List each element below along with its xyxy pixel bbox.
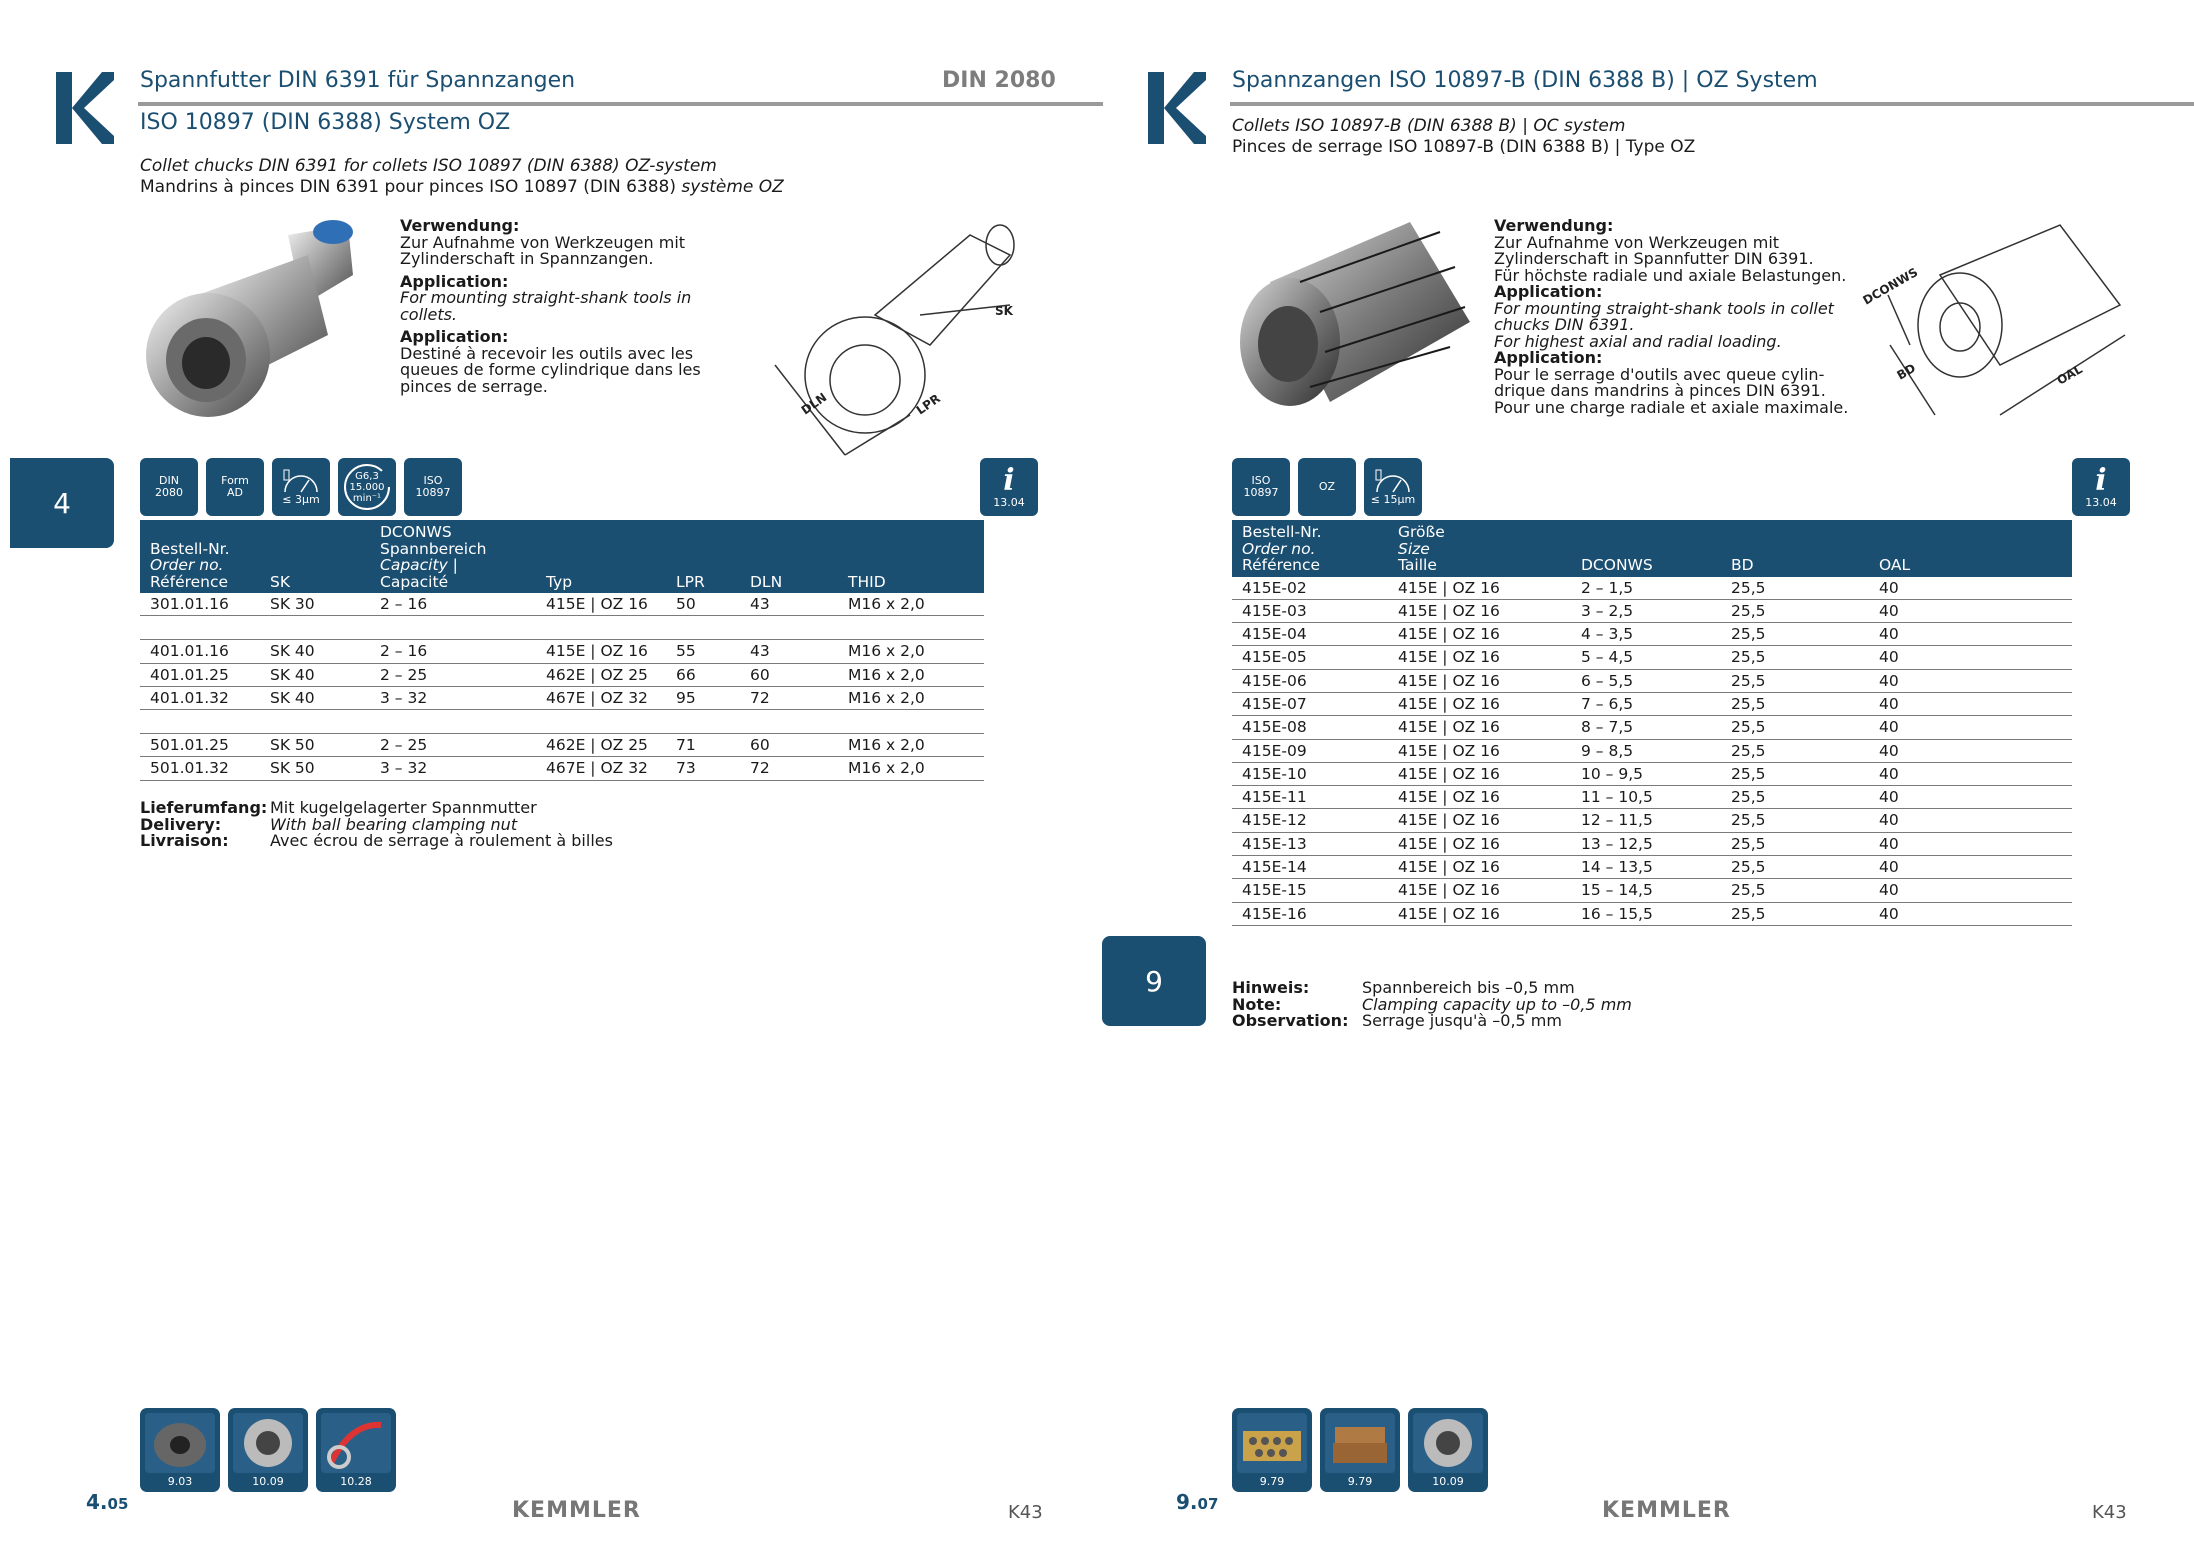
- table-cell: [140, 616, 260, 640]
- badge-balance: G6,3 15.000 min⁻¹: [338, 458, 396, 516]
- din-tag: DIN 2080: [942, 68, 1056, 93]
- col-dln: DLN: [740, 520, 838, 593]
- table-cell: M16 x 2,0: [838, 663, 984, 686]
- title-rule: [1230, 102, 2194, 106]
- table-cell: 415E-15: [1232, 879, 1388, 902]
- table-cell: M16 x 2,0: [838, 593, 984, 616]
- description-block: [140, 156, 784, 198]
- table-cell: 415E | OZ 16: [1388, 577, 1571, 600]
- table-cell: 415E-02: [1232, 577, 1388, 600]
- table-cell: 415E-10: [1232, 762, 1388, 785]
- table-cell: 415E | OZ 16: [1388, 669, 1571, 692]
- thumb-wrench[interactable]: 10.28: [316, 1408, 396, 1492]
- col-lpr: LPR: [666, 520, 740, 593]
- table-cell: 462E | OZ 25: [536, 734, 666, 757]
- table-cell: SK 40: [260, 686, 370, 709]
- table-cell: SK 50: [260, 734, 370, 757]
- collet-set-thumb-icon: [1237, 1413, 1307, 1473]
- table-cell: [370, 710, 536, 734]
- table-body: [140, 593, 984, 780]
- table-row: [1232, 577, 2072, 600]
- dial-gauge-icon: [1373, 468, 1413, 494]
- table-cell: 40: [1869, 716, 2072, 739]
- note-block: Hinweis: Spannbereich bis –0,5 mm Note: Clamping capacity up to –0,5 mm Observation: Serrage jusqu'à –0,5 mm: [1232, 978, 1632, 1030]
- table-row: [1232, 669, 2072, 692]
- table-cell: 467E | OZ 32: [536, 757, 666, 780]
- page-subtitle: ISO 10897 (DIN 6388) System OZ: [140, 110, 511, 135]
- table-cell: 25,5: [1721, 902, 1869, 925]
- table-cell: 15 – 14,5: [1571, 879, 1721, 902]
- collet-chuck-photo: [138, 215, 370, 430]
- collet-photo: [1230, 212, 1480, 432]
- thumb-wooden-box[interactable]: 9.79: [1320, 1408, 1400, 1492]
- table-cell: 415E | OZ 16: [1388, 902, 1571, 925]
- table-cell: 415E-05: [1232, 646, 1388, 669]
- table-cell: 25,5: [1721, 832, 1869, 855]
- table-cell: 25,5: [1721, 809, 1869, 832]
- nut-thumb-icon: [233, 1413, 303, 1473]
- table-cell: 401.01.25: [140, 663, 260, 686]
- table-cell: 415E-09: [1232, 739, 1388, 762]
- table-row: [140, 640, 984, 663]
- table-cell: 73: [666, 757, 740, 780]
- table-cell: 40: [1869, 809, 2072, 832]
- table-cell: 60: [740, 734, 838, 757]
- table-cell: [740, 616, 838, 640]
- page-number-right: 9.07: [1176, 1490, 1219, 1514]
- table-cell: 415E | OZ 16: [1388, 786, 1571, 809]
- page-number-left: 4.05: [86, 1490, 129, 1514]
- col-bd: BD: [1721, 520, 1869, 577]
- table-cell: 2 – 1,5: [1571, 577, 1721, 600]
- table-cell: 6 – 5,5: [1571, 669, 1721, 692]
- collet-thumb-icon: [145, 1413, 215, 1473]
- info-badge[interactable]: i 13.04: [2072, 458, 2130, 516]
- table-cell: 415E-14: [1232, 856, 1388, 879]
- table-cell: 3 – 2,5: [1571, 599, 1721, 622]
- table-cell: 40: [1869, 902, 2072, 925]
- table-cell: [370, 616, 536, 640]
- table-cell: 25,5: [1721, 879, 1869, 902]
- catalog-code-left: K43: [1008, 1502, 1043, 1523]
- table-cell: M16 x 2,0: [838, 640, 984, 663]
- table-cell: 415E | OZ 16: [1388, 692, 1571, 715]
- table-cell: 43: [740, 593, 838, 616]
- table-cell: 50: [666, 593, 740, 616]
- table-cell: 2 – 25: [370, 734, 536, 757]
- title-rule: [138, 102, 1103, 106]
- col-sk: SK: [260, 520, 370, 593]
- table-cell: [260, 616, 370, 640]
- table-row: [140, 593, 984, 616]
- table-cell: 25,5: [1721, 599, 1869, 622]
- badge-runout: ≤ 15µm: [1364, 458, 1422, 516]
- table-cell: 25,5: [1721, 716, 1869, 739]
- table-row: [140, 757, 984, 780]
- table-cell: M16 x 2,0: [838, 757, 984, 780]
- table-cell: 415E | OZ 16: [1388, 809, 1571, 832]
- table-cell: [140, 710, 260, 734]
- table-row: [1232, 879, 2072, 902]
- table-cell: 301.01.16: [140, 593, 260, 616]
- table-cell: 415E | OZ 16: [1388, 856, 1571, 879]
- col-order-no: Bestell-Nr. Order no. Référence: [1232, 520, 1388, 577]
- badge-din-2080: DIN 2080: [140, 458, 198, 516]
- rotation-icon: [341, 461, 393, 513]
- table-cell: 40: [1869, 577, 2072, 600]
- table-cell: 40: [1869, 762, 2072, 785]
- table-cell: SK 40: [260, 640, 370, 663]
- info-icon: i: [1003, 462, 1015, 498]
- description-en: Collet chucks DIN 6391 for collets ISO 10897 (DIN 6388) OZ-system: [140, 156, 717, 176]
- table-cell: 415E-04: [1232, 623, 1388, 646]
- table-cell: 8 – 7,5: [1571, 716, 1721, 739]
- info-badge[interactable]: i 13.04: [980, 458, 1038, 516]
- nut-thumb-icon: [1413, 1413, 1483, 1473]
- table-cell: [260, 710, 370, 734]
- table-cell: 25,5: [1721, 692, 1869, 715]
- subtitle-block: Collets ISO 10897-B (DIN 6388 B) | OC system Pinces de serrage ISO 10897-B (DIN 6388 B) | Type OZ: [1232, 116, 1696, 157]
- table-cell: 415E | OZ 16: [1388, 739, 1571, 762]
- table-cell: [536, 710, 666, 734]
- table-cell: 415E | OZ 16: [1388, 623, 1571, 646]
- table-cell: 467E | OZ 32: [536, 686, 666, 709]
- badge-iso-10897: ISO 10897: [404, 458, 462, 516]
- table-cell: 16 – 15,5: [1571, 902, 1721, 925]
- table-cell: 415E | OZ 16: [536, 640, 666, 663]
- col-order-no: Bestell-Nr. Order no. Référence: [140, 520, 260, 593]
- table-cell: 3 – 32: [370, 757, 536, 780]
- wrench-thumb-icon: [321, 1413, 391, 1473]
- table-cell: 415E-16: [1232, 902, 1388, 925]
- table-cell: 11 – 10,5: [1571, 786, 1721, 809]
- table-cell: M16 x 2,0: [838, 734, 984, 757]
- table-cell: 415E-13: [1232, 832, 1388, 855]
- table-cell: 415E | OZ 16: [1388, 599, 1571, 622]
- table-cell: 40: [1869, 669, 2072, 692]
- collet-drawing: [1860, 215, 2140, 435]
- table-row: [140, 710, 984, 734]
- brand-right: KEMMLER: [1602, 1498, 1731, 1523]
- thumb-clamping-nut[interactable]: 10.09: [1408, 1408, 1488, 1492]
- table-cell: 95: [666, 686, 740, 709]
- table-cell: 3 – 32: [370, 686, 536, 709]
- table-cell: 501.01.25: [140, 734, 260, 757]
- col-dconws: DCONWS: [1571, 520, 1721, 577]
- kemmler-logo: [56, 72, 114, 144]
- col-dconws: DCONWS Spannbereich Capacity | Capacité: [370, 520, 536, 593]
- table-cell: 60: [740, 663, 838, 686]
- table-cell: 66: [666, 663, 740, 686]
- product-table-left: [140, 520, 984, 781]
- table-cell: 415E | OZ 16: [1388, 879, 1571, 902]
- table-cell: 40: [1869, 623, 2072, 646]
- table-row: [1232, 762, 2072, 785]
- table-row: [1232, 646, 2072, 669]
- table-row: [140, 686, 984, 709]
- thumb-collet[interactable]: 9.03: [140, 1408, 220, 1492]
- product-table-right: [1232, 520, 2072, 926]
- table-cell: 415E | OZ 16: [536, 593, 666, 616]
- table-cell: SK 50: [260, 757, 370, 780]
- table-cell: 40: [1869, 692, 2072, 715]
- table-row: [1232, 692, 2072, 715]
- page-title: Spannfutter DIN 6391 für Spannzangen: [140, 68, 576, 93]
- thumb-collet-set[interactable]: 9.79: [1232, 1408, 1312, 1492]
- table-row: [1232, 599, 2072, 622]
- table-cell: 2 – 25: [370, 663, 536, 686]
- table-cell: 40: [1869, 646, 2072, 669]
- table-cell: 401.01.32: [140, 686, 260, 709]
- table-cell: 415E | OZ 16: [1388, 716, 1571, 739]
- table-cell: [740, 710, 838, 734]
- catalog-code-right: K43: [2092, 1502, 2127, 1523]
- table-cell: 415E-12: [1232, 809, 1388, 832]
- table-cell: 25,5: [1721, 623, 1869, 646]
- table-row: [1232, 716, 2072, 739]
- table-row: [1232, 809, 2072, 832]
- table-cell: 2 – 16: [370, 593, 536, 616]
- table-cell: 415E-06: [1232, 669, 1388, 692]
- dim-sk: SK: [995, 304, 1013, 318]
- table-cell: 10 – 9,5: [1571, 762, 1721, 785]
- table-cell: SK 40: [260, 663, 370, 686]
- table-cell: 415E-11: [1232, 786, 1388, 809]
- table-cell: [666, 616, 740, 640]
- dim-oal: OAL: [2054, 362, 2085, 388]
- table-cell: 40: [1869, 739, 2072, 762]
- table-cell: [838, 710, 984, 734]
- chapter-tab-4[interactable]: 4: [10, 458, 114, 548]
- kemmler-logo: [1148, 72, 1206, 144]
- table-row: [1232, 832, 2072, 855]
- table-cell: 71: [666, 734, 740, 757]
- table-cell: SK 30: [260, 593, 370, 616]
- table-row: [140, 663, 984, 686]
- table-cell: 462E | OZ 25: [536, 663, 666, 686]
- description-fr: Mandrins à pinces DIN 6391 pour pinces ISO 10897 (DIN 6388) système OZ: [140, 177, 784, 197]
- table-body: [1232, 577, 2072, 926]
- table-cell: 501.01.32: [140, 757, 260, 780]
- wooden-box-thumb-icon: [1325, 1413, 1395, 1473]
- dial-gauge-icon: [281, 468, 321, 494]
- table-row: [1232, 786, 2072, 809]
- table-cell: 25,5: [1721, 856, 1869, 879]
- usage-block: Verwendung: Zur Aufnahme von Werkzeugen mit Zylinderschaft in Spannzangen. Application: For mounting straight-shank tools in collets. Application: Destiné à recevoir les outils avec les queues de forme cylindrique dans les pinces de serrage.: [400, 216, 701, 396]
- table-cell: M16 x 2,0: [838, 686, 984, 709]
- table-cell: 25,5: [1721, 669, 1869, 692]
- dim-bd: BD: [1894, 360, 1919, 383]
- table-cell: 4 – 3,5: [1571, 623, 1721, 646]
- col-size: Größe Size Taille: [1388, 520, 1571, 577]
- table-cell: 401.01.16: [140, 640, 260, 663]
- table-cell: 40: [1869, 856, 2072, 879]
- table-cell: 55: [666, 640, 740, 663]
- table-cell: 415E | OZ 16: [1388, 646, 1571, 669]
- table-cell: 72: [740, 686, 838, 709]
- dim-dconws: DCONWS: [1860, 265, 1921, 308]
- table-cell: 25,5: [1721, 577, 1869, 600]
- chapter-tab-9[interactable]: 9: [1102, 936, 1206, 1026]
- table-cell: [536, 616, 666, 640]
- table-cell: [666, 710, 740, 734]
- table-cell: 25,5: [1721, 762, 1869, 785]
- table-cell: 25,5: [1721, 646, 1869, 669]
- thumb-clamping-nut[interactable]: 10.09: [228, 1408, 308, 1492]
- table-cell: 40: [1869, 599, 2072, 622]
- dim-lpr: LPR: [913, 391, 943, 418]
- table-row: [1232, 623, 2072, 646]
- table-cell: 14 – 13,5: [1571, 856, 1721, 879]
- info-icon: i: [2095, 462, 2107, 498]
- table-row: [140, 734, 984, 757]
- table-row: [1232, 902, 2072, 925]
- collet-chuck-drawing: [770, 215, 1040, 465]
- table-cell: 25,5: [1721, 786, 1869, 809]
- table-cell: 12 – 11,5: [1571, 809, 1721, 832]
- table-cell: 25,5: [1721, 739, 1869, 762]
- table-cell: 40: [1869, 786, 2072, 809]
- table-row: [1232, 856, 2072, 879]
- col-oal: OAL: [1869, 520, 2072, 577]
- table-cell: 415E-08: [1232, 716, 1388, 739]
- table-cell: 40: [1869, 879, 2072, 902]
- badge-runout: ≤ 3µm: [272, 458, 330, 516]
- delivery-block: Lieferumfang: Mit kugelgelagerter Spannmutter Delivery: With ball bearing clamping nut Livraison: Avec écrou de serrage à roulement à billes: [140, 798, 613, 850]
- table-cell: 13 – 12,5: [1571, 832, 1721, 855]
- table-cell: 40: [1869, 832, 2072, 855]
- badge-iso-10897: ISO 10897: [1232, 458, 1290, 516]
- badge-form-ad: Form AD: [206, 458, 264, 516]
- table-cell: 415E | OZ 16: [1388, 762, 1571, 785]
- table-cell: 7 – 6,5: [1571, 692, 1721, 715]
- table-cell: 72: [740, 757, 838, 780]
- usage-block: Verwendung: Zur Aufnahme von Werkzeugen mit Zylinderschaft in Spannfutter DIN 6391. Für höchste radiale und axiale Belastungen. Application: For mounting straight-shank tools in collet chucks DIN 6391. For highest axial and radial loading. Application: Pour le serrage d'outils avec queue cylin- drique dans mandrins à pinces DIN 6391. Pour une charge radiale et axiale maximale.: [1494, 216, 1849, 417]
- dim-dln: DLN: [798, 390, 830, 418]
- table-cell: 9 – 8,5: [1571, 739, 1721, 762]
- table-cell: 415E-03: [1232, 599, 1388, 622]
- badge-oz: OZ: [1298, 458, 1356, 516]
- table-cell: 5 – 4,5: [1571, 646, 1721, 669]
- page-title: Spannzangen ISO 10897-B (DIN 6388 B) | OZ System: [1232, 68, 1818, 93]
- brand-left: KEMMLER: [512, 1498, 641, 1523]
- table-cell: [838, 616, 984, 640]
- table-cell: 43: [740, 640, 838, 663]
- table-cell: 415E-07: [1232, 692, 1388, 715]
- col-typ: Typ: [536, 520, 666, 593]
- col-thid: THID: [838, 520, 984, 593]
- table-row: [1232, 739, 2072, 762]
- table-row: [140, 616, 984, 640]
- table-cell: 415E | OZ 16: [1388, 832, 1571, 855]
- table-cell: 2 – 16: [370, 640, 536, 663]
